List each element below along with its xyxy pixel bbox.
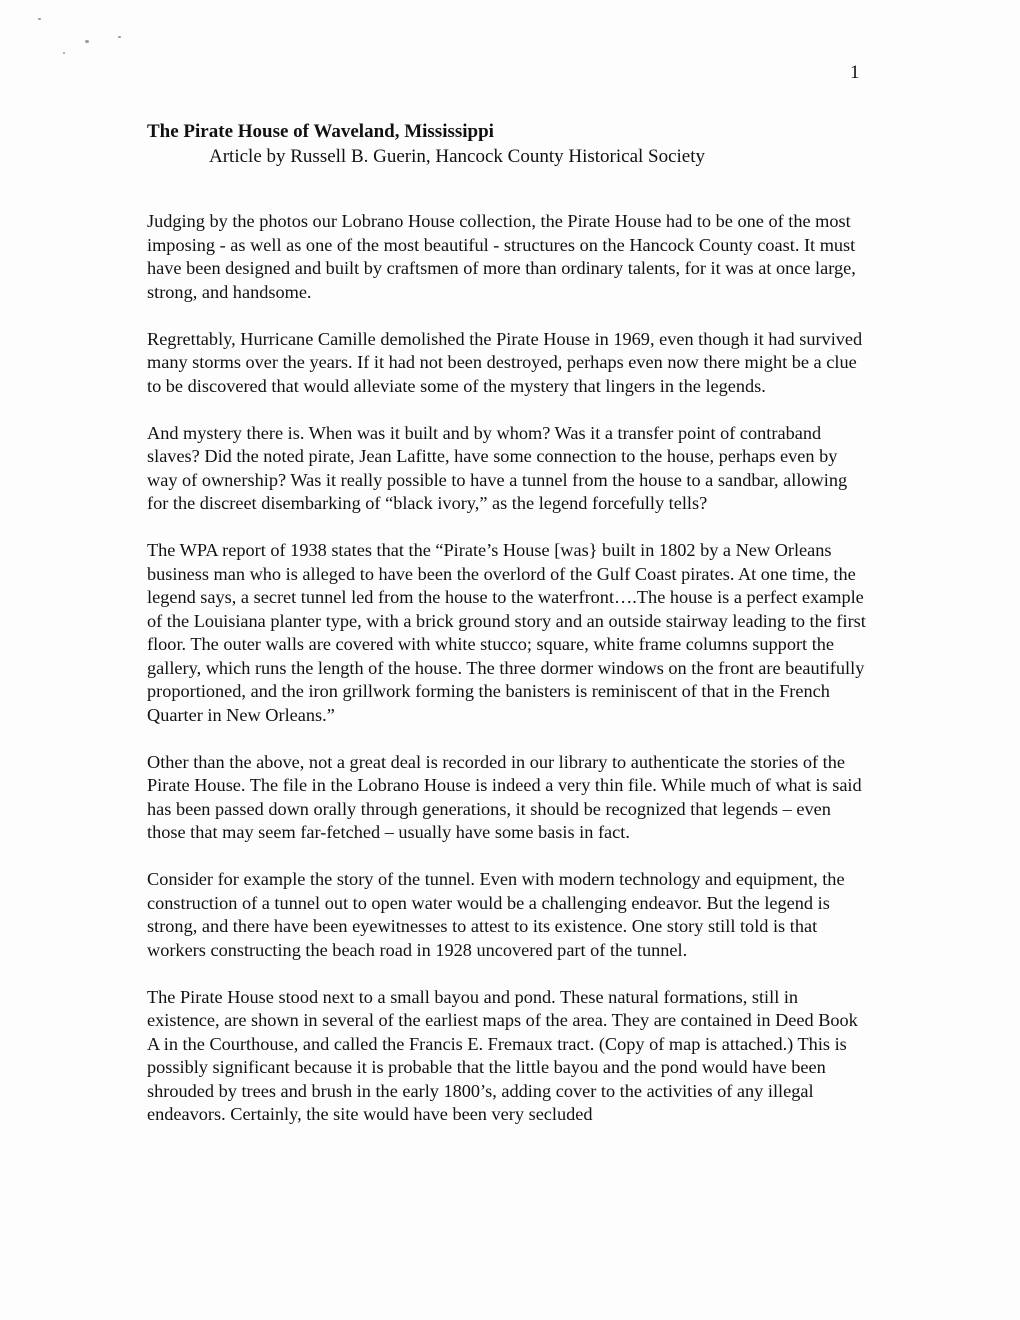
paragraph: The WPA report of 1938 states that the “Pirate’s House [was} built in 1802 by a New Orleans business man who is alleged to have been the overlord of the Gulf Coast pirates. At one time, the legend says, a secret tunnel led from the house to the waterfront….The house is a perfect example of the Louisiana planter type, with a brick ground story and an outside stairway leading to the first floor. The outer walls are covered with white stucco; square, white frame columns support the gallery, which runs the length of the house. The three dormer windows on the front are beautifully proportioned, and the iron grillwork forming the banisters is reminiscent of that in the French Quarter in New Orleans.” [147, 540, 866, 725]
scan-speck [85, 40, 89, 43]
scan-speck [118, 36, 121, 38]
scan-speck [38, 18, 41, 20]
paragraph: Judging by the photos our Lobrano House collection, the Pirate House had to be one of the most imposing - as well as one of the most beautiful - structures on the Hancock County coast. It must have been designed and built by craftsmen of more than ordinary talents, for it was at once large, strong, and handsome. [147, 211, 856, 302]
article-body [147, 210, 867, 1150]
paragraph: And mystery there is. When was it built and by whom? Was it a transfer point of contraband slaves? Did the noted pirate, Jean Lafitte, have some connection to the house, perhaps even by way of ownership? Was it really possible to have a tunnel from the house to a sandbar, allowing for the discreet disembarking of “black ivory,” as the legend forcefully tells? [147, 422, 848, 513]
paragraph: Regrettably, Hurricane Camille demolished the Pirate House in 1969, even though it had survived many storms over the years. If it had not been destroyed, perhaps even now there might be a clue to be discovered that would alleviate some of the mystery that lingers in the legends. [147, 328, 863, 396]
article-title: The Pirate House of Waveland, Mississippi [147, 121, 494, 142]
paragraph: Other than the above, not a great deal is recorded in our library to authenticate the stories of the Pirate House. The file in the Lobrano House is indeed a very thin file. While much of what is said has been passed down orally through generations, it should be recognized that legends – even those that may seem far-fetched – usually have some basis in fact. [147, 751, 862, 842]
page-number: 1 [850, 62, 860, 83]
paragraph: The Pirate House stood next to a small bayou and pond. These natural formations, still in existence, are shown in several of the earliest maps of the area. They are contained in Deed Book A in the Courthouse, and called the Francis E. Fremaux tract. (Copy of map is attached.) This is possibly significant because it is probable that the little bayou and the pond would have been shrouded by trees and brush in the early 1800’s, adding cover to the activities of any illegal endeavors. Certainly, the site would have been very secluded [147, 986, 858, 1124]
article-byline: Article by Russell B. Guerin, Hancock County Historical Society [209, 146, 706, 167]
paragraph: Consider for example the story of the tunnel. Even with modern technology and equipment, the construction of a tunnel out to open water would be a challenging endeavor. But the legend is strong, and there have been eyewitnesses to attest to its existence. One story still told is that workers constructing the beach road in 1928 uncovered part of the tunnel. [147, 869, 845, 960]
scan-speck [63, 52, 65, 54]
